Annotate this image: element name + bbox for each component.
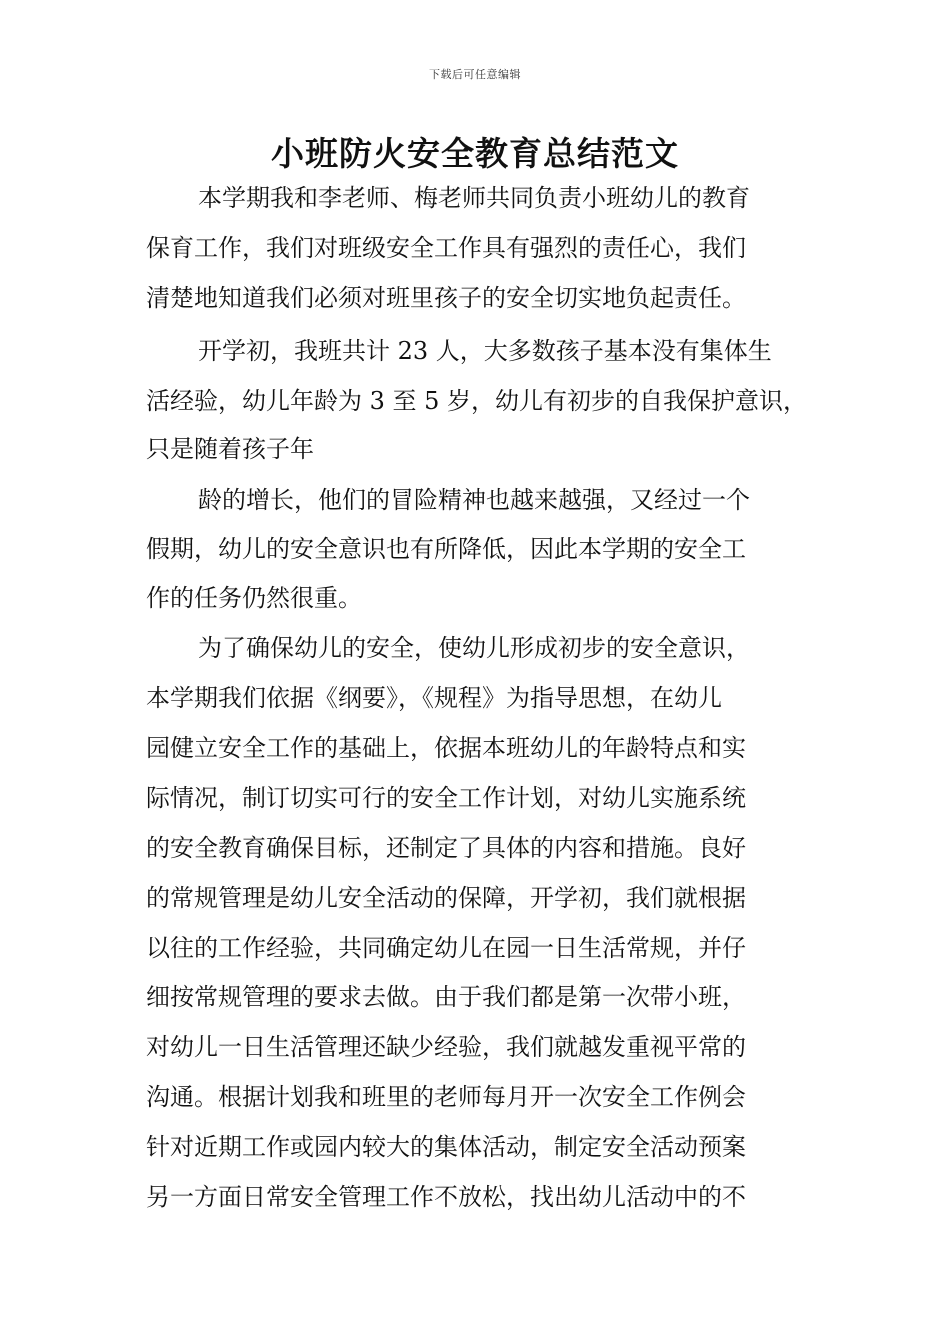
paragraph-line: 沟通。根据计划我和班里的老师每月开一次安全工作例会 [146,1083,746,1111]
paragraph-line: 开学初，我班共计 23 人，大多数孩子基本没有集体生 [198,337,772,365]
paragraph-line: 只是随着孩子年 [146,435,314,463]
paragraph-line: 园健立安全工作的基础上，依据本班幼儿的年龄特点和实 [146,734,746,762]
paragraph-line: 际情况，制订切实可行的安全工作计划，对幼儿实施系统 [146,784,746,812]
paragraph-line: 清楚地知道我们必须对班里孩子的安全切实地负起责任。 [146,284,746,312]
paragraph-line: 龄的增长，他们的冒险精神也越来越强，又经过一个 [198,486,750,514]
paragraph-line: 本学期我和李老师、梅老师共同负责小班幼儿的教育 [198,184,750,212]
paragraph-line: 对幼儿一日生活管理还缺少经验，我们就越发重视平常的 [146,1033,746,1061]
paragraph-line: 以往的工作经验，共同确定幼儿在园一日生活常规，并仔 [146,934,746,962]
paragraph-line: 作的任务仍然很重。 [146,584,362,612]
paragraph-line: 假期，幼儿的安全意识也有所降低，因此本学期的安全工 [146,535,746,563]
paragraph-line: 细按常规管理的要求去做。由于我们都是第一次带小班， [146,983,746,1011]
paragraph-line: 针对近期工作或园内较大的集体活动，制定安全活动预案 [146,1133,746,1161]
paragraph-line: 另一方面日常安全管理工作不放松，找出幼儿活动中的不 [146,1183,746,1211]
paragraph-line: 为了确保幼儿的安全，使幼儿形成初步的安全意识， [198,634,750,662]
paragraph-line: 的常规管理是幼儿安全活动的保障，开学初，我们就根据 [146,884,746,912]
paragraph-line: 本学期我们依据《纲要》，《规程》为指导思想，在幼儿 [146,684,722,712]
paragraph-line: 活经验，幼儿年龄为 3 至 5 岁，幼儿有初步的自我保护意识， [146,387,808,415]
header-note: 下载后可任意编辑 [429,68,521,81]
document-title: 小班防火安全教育总结范文 [271,134,679,173]
paragraph-line: 保育工作，我们对班级安全工作具有强烈的责任心，我们 [146,234,746,262]
paragraph-line: 的安全教育确保目标，还制定了具体的内容和措施。良好 [146,834,746,862]
